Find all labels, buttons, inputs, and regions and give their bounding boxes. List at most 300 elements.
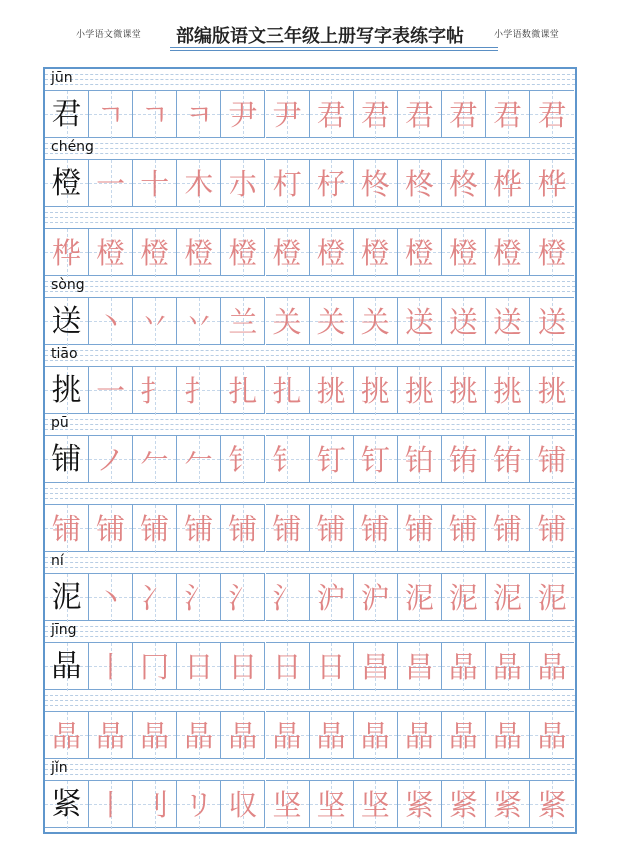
character-cells [45, 642, 575, 690]
trace-character-cell [266, 573, 310, 621]
trace-character-cell [89, 90, 133, 138]
trace-character-cell [45, 504, 89, 552]
character-glyph: 君 [51, 97, 82, 132]
trace-character-cell [442, 366, 486, 414]
character-glyph: ㅋ [184, 98, 213, 132]
trace-character-cell [89, 504, 133, 552]
character-glyph: 送 [493, 305, 523, 339]
trace-character-cell [398, 228, 442, 276]
character-glyph: 铂 [404, 443, 434, 477]
character-glyph: 朾 [272, 167, 302, 201]
trace-character-cell [177, 435, 221, 483]
character-glyph: 刂 [140, 788, 170, 822]
character-glyph: 送 [51, 304, 82, 339]
character-glyph: 关 [272, 305, 302, 339]
character-glyph: 坚 [272, 788, 302, 822]
trace-character-cell [486, 90, 530, 138]
practice-row [45, 414, 575, 483]
trace-character-cell [354, 504, 398, 552]
trace-character-cell [177, 642, 221, 690]
character-glyph: リ [184, 788, 214, 822]
character-glyph: 泥 [404, 581, 434, 615]
character-cells [45, 297, 575, 345]
trace-character-cell [398, 435, 442, 483]
trace-character-cell [177, 366, 221, 414]
practice-row [45, 621, 575, 690]
practice-grid [43, 67, 577, 834]
trace-character-cell [133, 435, 177, 483]
character-glyph: 丶 [96, 305, 126, 339]
character-glyph: 兰 [228, 305, 258, 339]
trace-character-cell [266, 228, 310, 276]
character-glyph: 沪 [316, 581, 346, 615]
character-glyph: 扎 [228, 374, 258, 408]
trace-character-cell [530, 573, 574, 621]
pinyin-band [45, 552, 575, 573]
trace-character-cell [89, 711, 133, 759]
character-glyph: 柊 [448, 167, 478, 201]
character-glyph: 柊 [404, 167, 434, 201]
trace-character-cell [354, 642, 398, 690]
trace-character-cell [310, 159, 354, 207]
trace-character-cell [354, 90, 398, 138]
character-glyph: 十 [140, 167, 170, 201]
trace-character-cell [530, 90, 574, 138]
trace-character-cell [221, 780, 265, 828]
character-glyph: 一 [96, 167, 126, 201]
character-glyph: 扎 [272, 374, 302, 408]
character-glyph: 柊 [360, 167, 390, 201]
trace-character-cell [221, 159, 265, 207]
trace-character-cell [310, 780, 354, 828]
trace-character-cell [177, 504, 221, 552]
character-glyph: 铕 [493, 443, 523, 477]
trace-character-cell [530, 228, 574, 276]
pinyin-label: ní [51, 553, 64, 569]
character-glyph: 铺 [448, 512, 478, 546]
pinyin-label: jǐn [51, 760, 68, 776]
trace-character-cell [486, 366, 530, 414]
trace-character-cell [442, 780, 486, 828]
character-glyph: 钅 [228, 443, 258, 477]
trace-character-cell [133, 504, 177, 552]
trace-character-cell [89, 642, 133, 690]
trace-character-cell [354, 366, 398, 414]
character-glyph: 挑 [316, 374, 346, 408]
character-glyph: 泥 [51, 580, 82, 615]
trace-character-cell [89, 573, 133, 621]
character-glyph: 扌 [184, 374, 214, 408]
model-character-cell [45, 90, 89, 138]
trace-character-cell [486, 297, 530, 345]
character-glyph: 日 [316, 650, 346, 684]
trace-character-cell [398, 366, 442, 414]
character-glyph: 挑 [404, 374, 434, 408]
character-glyph: ㄱ [96, 98, 125, 132]
trace-character-cell [398, 642, 442, 690]
character-glyph: ノ [96, 443, 126, 477]
trace-character-cell [486, 504, 530, 552]
pinyin-band [45, 621, 575, 642]
character-glyph: 晶 [51, 649, 82, 684]
pinyin-label: chéng [51, 139, 94, 155]
character-glyph: 晶 [448, 650, 478, 684]
character-glyph: 橙 [140, 236, 170, 270]
trace-character-cell [442, 90, 486, 138]
practice-row [45, 690, 575, 759]
character-glyph: 关 [316, 305, 346, 339]
character-glyph: 送 [404, 305, 434, 339]
character-cells [45, 159, 575, 207]
character-glyph: 铕 [448, 443, 478, 477]
character-glyph: 铺 [404, 512, 434, 546]
character-glyph: 挑 [448, 374, 478, 408]
trace-character-cell [177, 90, 221, 138]
trace-character-cell [398, 573, 442, 621]
trace-character-cell [354, 159, 398, 207]
model-character-cell [45, 573, 89, 621]
trace-character-cell [354, 573, 398, 621]
character-glyph: 橙 [272, 236, 302, 270]
trace-character-cell [89, 228, 133, 276]
trace-character-cell [398, 159, 442, 207]
character-glyph: 君 [448, 98, 478, 132]
character-glyph: 晶 [537, 650, 567, 684]
character-glyph: 钉 [360, 443, 390, 477]
trace-character-cell [442, 504, 486, 552]
trace-character-cell [442, 642, 486, 690]
practice-row [45, 759, 575, 828]
pinyin-band [45, 690, 575, 711]
pinyin-label: jīng [51, 622, 77, 638]
character-glyph: 桦 [537, 167, 567, 201]
character-glyph: 橙 [184, 236, 214, 270]
character-glyph: 泥 [537, 581, 567, 615]
pinyin-band [45, 483, 575, 504]
trace-character-cell [442, 159, 486, 207]
pinyin-label: pū [51, 415, 69, 431]
practice-row [45, 483, 575, 552]
character-glyph: 铺 [360, 512, 390, 546]
character-glyph: 晶 [360, 719, 390, 753]
trace-character-cell [530, 297, 574, 345]
character-glyph: 铺 [537, 443, 567, 477]
character-glyph: 一 [96, 374, 126, 408]
trace-character-cell [354, 435, 398, 483]
header-left-label: 小学语文微课堂 [76, 30, 142, 40]
trace-character-cell [177, 573, 221, 621]
character-glyph: 沪 [360, 581, 390, 615]
pinyin-band [45, 138, 575, 159]
character-glyph: 丨 [96, 650, 126, 684]
trace-character-cell [442, 435, 486, 483]
character-cells [45, 711, 575, 759]
character-glyph: 泥 [448, 581, 478, 615]
character-glyph: 晶 [140, 719, 170, 753]
trace-character-cell [398, 780, 442, 828]
trace-character-cell [177, 780, 221, 828]
page-title: 部编版语文三年级上册写字表练字帖 [176, 26, 464, 47]
trace-character-cell [89, 780, 133, 828]
trace-character-cell [310, 573, 354, 621]
trace-character-cell [266, 642, 310, 690]
character-glyph: 晶 [184, 719, 214, 753]
trace-character-cell [486, 228, 530, 276]
trace-character-cell [310, 711, 354, 759]
character-glyph: 铺 [537, 512, 567, 546]
character-glyph: ㄱ [140, 98, 169, 132]
practice-row [45, 276, 575, 345]
character-glyph: 铺 [316, 512, 346, 546]
character-glyph: 铺 [184, 512, 214, 546]
trace-character-cell [310, 642, 354, 690]
trace-character-cell [45, 711, 89, 759]
character-glyph: 尹 [228, 98, 258, 132]
trace-character-cell [266, 504, 310, 552]
trace-character-cell [266, 90, 310, 138]
trace-character-cell [89, 435, 133, 483]
trace-character-cell [133, 642, 177, 690]
character-glyph: 橙 [316, 236, 346, 270]
trace-character-cell [89, 159, 133, 207]
character-glyph: 朩 [228, 167, 258, 201]
model-character-cell [45, 297, 89, 345]
trace-character-cell [442, 228, 486, 276]
trace-character-cell [221, 435, 265, 483]
pinyin-band [45, 276, 575, 297]
title-underline [170, 47, 498, 48]
character-cells [45, 435, 575, 483]
character-glyph: 丶 [96, 581, 126, 615]
trace-character-cell [310, 297, 354, 345]
character-glyph: 橙 [448, 236, 478, 270]
character-glyph: 泥 [493, 581, 523, 615]
character-glyph: 冂 [140, 650, 170, 684]
character-glyph: 君 [316, 98, 346, 132]
trace-character-cell [133, 159, 177, 207]
character-glyph: 紧 [404, 788, 434, 822]
trace-character-cell [310, 366, 354, 414]
character-glyph: 𠂉 [184, 443, 214, 477]
character-cells [45, 90, 575, 138]
trace-character-cell [266, 366, 310, 414]
trace-character-cell [221, 573, 265, 621]
character-glyph: 坚 [360, 788, 390, 822]
character-glyph: 铺 [272, 512, 302, 546]
trace-character-cell [530, 159, 574, 207]
trace-character-cell [398, 297, 442, 345]
character-glyph: 桦 [493, 167, 523, 201]
practice-row [45, 138, 575, 207]
character-cells [45, 573, 575, 621]
trace-character-cell [398, 90, 442, 138]
trace-character-cell [221, 711, 265, 759]
character-glyph: 铺 [51, 442, 82, 477]
character-glyph: 丷 [184, 305, 214, 339]
character-glyph: 尹 [272, 98, 302, 132]
character-glyph: 晶 [493, 719, 523, 753]
character-glyph: 送 [537, 305, 567, 339]
character-glyph: 钉 [316, 443, 346, 477]
pinyin-label: tiāo [51, 346, 78, 362]
trace-character-cell [530, 780, 574, 828]
trace-character-cell [221, 504, 265, 552]
character-cells [45, 780, 575, 828]
character-glyph: 君 [404, 98, 434, 132]
character-glyph: 日 [184, 650, 214, 684]
character-glyph: 収 [228, 788, 258, 822]
trace-character-cell [310, 228, 354, 276]
character-glyph: 晶 [404, 719, 434, 753]
trace-character-cell [354, 711, 398, 759]
model-character-cell [45, 780, 89, 828]
character-glyph: 坚 [316, 788, 346, 822]
character-glyph: 晶 [493, 650, 523, 684]
character-glyph: 晶 [316, 719, 346, 753]
trace-character-cell [221, 642, 265, 690]
pinyin-band [45, 759, 575, 780]
character-glyph: 送 [448, 305, 478, 339]
model-character-cell [45, 366, 89, 414]
pinyin-label: sòng [51, 277, 85, 293]
trace-character-cell [177, 297, 221, 345]
trace-character-cell [133, 366, 177, 414]
trace-character-cell [530, 711, 574, 759]
character-glyph: 昌 [404, 650, 434, 684]
character-glyph: 晶 [537, 719, 567, 753]
character-glyph: 铺 [140, 512, 170, 546]
model-character-cell [45, 435, 89, 483]
practice-row [45, 69, 575, 138]
trace-character-cell [133, 297, 177, 345]
pinyin-band [45, 414, 575, 435]
model-character-cell [45, 642, 89, 690]
trace-character-cell [133, 711, 177, 759]
character-glyph: 木 [184, 167, 214, 201]
trace-character-cell [89, 297, 133, 345]
character-glyph: 橙 [537, 236, 567, 270]
character-glyph: 杍 [316, 167, 346, 201]
trace-character-cell [442, 573, 486, 621]
character-glyph: 氵 [228, 581, 258, 615]
trace-character-cell [89, 366, 133, 414]
trace-character-cell [177, 711, 221, 759]
trace-character-cell [354, 297, 398, 345]
trace-character-cell [177, 159, 221, 207]
trace-character-cell [486, 159, 530, 207]
character-glyph: 挑 [537, 374, 567, 408]
pinyin-band [45, 207, 575, 228]
trace-character-cell [530, 642, 574, 690]
trace-character-cell [221, 228, 265, 276]
trace-character-cell [266, 297, 310, 345]
practice-row [45, 345, 575, 414]
character-glyph: 丷 [140, 305, 170, 339]
trace-character-cell [266, 780, 310, 828]
character-glyph: 紧 [51, 787, 82, 822]
character-glyph: 晶 [272, 719, 302, 753]
trace-character-cell [310, 504, 354, 552]
trace-character-cell [177, 228, 221, 276]
character-glyph: 铺 [52, 512, 82, 546]
character-glyph: 橙 [493, 236, 523, 270]
character-glyph: 紧 [493, 788, 523, 822]
trace-character-cell [398, 711, 442, 759]
character-glyph: 挑 [51, 373, 82, 408]
trace-character-cell [221, 366, 265, 414]
trace-character-cell [486, 642, 530, 690]
character-glyph: 紧 [448, 788, 478, 822]
trace-character-cell [530, 366, 574, 414]
trace-character-cell [45, 228, 89, 276]
character-cells [45, 504, 575, 552]
character-glyph: 晶 [448, 719, 478, 753]
character-glyph: 钅 [272, 443, 302, 477]
trace-character-cell [133, 90, 177, 138]
trace-character-cell [354, 228, 398, 276]
trace-character-cell [442, 297, 486, 345]
character-glyph: 氵 [184, 581, 214, 615]
pinyin-label: jūn [51, 70, 73, 86]
trace-character-cell [486, 573, 530, 621]
character-glyph: 铺 [228, 512, 258, 546]
trace-character-cell [133, 573, 177, 621]
trace-character-cell [221, 90, 265, 138]
title-underline-secondary [170, 50, 498, 51]
model-character-cell [45, 159, 89, 207]
trace-character-cell [266, 435, 310, 483]
character-glyph: 橙 [51, 166, 82, 201]
trace-character-cell [221, 297, 265, 345]
character-glyph: 晶 [228, 719, 258, 753]
character-glyph: 桦 [52, 236, 82, 270]
trace-character-cell [398, 504, 442, 552]
character-glyph: 橙 [360, 236, 390, 270]
character-glyph: 日 [228, 650, 258, 684]
trace-character-cell [530, 504, 574, 552]
pinyin-band [45, 69, 575, 90]
character-glyph: 氵 [272, 581, 302, 615]
trace-character-cell [486, 435, 530, 483]
trace-character-cell [442, 711, 486, 759]
header-right-label: 小学语数微课堂 [494, 30, 560, 40]
character-glyph: 挑 [493, 374, 523, 408]
trace-character-cell [354, 780, 398, 828]
character-glyph: 紧 [537, 788, 567, 822]
trace-character-cell [486, 711, 530, 759]
character-glyph: 扌 [140, 374, 170, 408]
pinyin-band [45, 345, 575, 366]
character-glyph: 君 [537, 98, 567, 132]
character-cells [45, 366, 575, 414]
page-header [0, 0, 640, 62]
trace-character-cell [133, 780, 177, 828]
character-glyph: 橙 [228, 236, 258, 270]
trace-character-cell [266, 159, 310, 207]
trace-character-cell [133, 228, 177, 276]
character-glyph: 铺 [493, 512, 523, 546]
character-glyph: 铺 [96, 512, 126, 546]
character-glyph: 挑 [360, 374, 390, 408]
character-cells [45, 228, 575, 276]
character-glyph: 冫 [140, 581, 170, 615]
practice-row [45, 207, 575, 276]
character-glyph: 关 [360, 305, 390, 339]
character-glyph: 𠂉 [140, 443, 170, 477]
character-glyph: 昌 [360, 650, 390, 684]
trace-character-cell [530, 435, 574, 483]
character-glyph: 橙 [404, 236, 434, 270]
